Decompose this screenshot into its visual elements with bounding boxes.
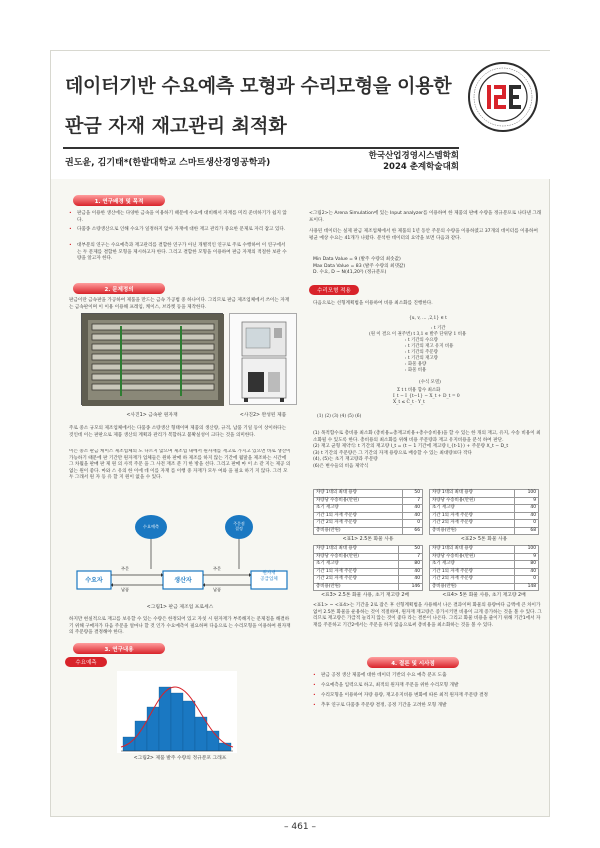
result-table-2: [429, 489, 539, 535]
svg-text:(원 이 결요 이 권주번) t 3,1 ∈ 발주 단위당: (원 이 결요 이 권주번) t 3,1 ∈ 발주 단위당 1 비용: [369, 332, 467, 337]
conclusion-bullet: • 수리모형을 이용하여 자량 용량, 재고유지비용 변화에 따른 최적 원자재 주문량 결정: [313, 693, 488, 698]
table-row: [314, 505, 423, 513]
table-cell-value: 40: [515, 505, 539, 513]
conference: [369, 151, 459, 173]
table-row: [314, 576, 423, 584]
svg-text:{u, v, … ,2,1} ∈ t: {u, v, … ,2,1} ∈ t: [409, 316, 447, 321]
table-cell-value: 50: [399, 546, 423, 554]
table-row: [314, 520, 423, 528]
producer-box: 생산자: [174, 577, 192, 584]
model-formulation: [313, 311, 543, 429]
result-table-1: [313, 489, 423, 535]
conclusion-bullet: • 수요예측을 입력으로 하고, 최적의 원자재 주문을 위한 수리모형 개발: [313, 683, 459, 688]
table-row: [314, 568, 423, 576]
table-cell-label: 초기 재고량: [430, 561, 515, 569]
table-row: [430, 583, 539, 591]
table-3-caption: <표3> 2.5톤 화물 사용, 초기 재고량 2배: [320, 593, 410, 598]
delivery-label: 납품: [121, 587, 130, 592]
conclusion-bullet-text: 수요예측을 입력으로 하고, 최적의 원자재 주문을 위한 수리모형 개발: [321, 683, 459, 688]
metal-rack-image: [82, 314, 224, 406]
photo-caption-1: <사진1> 금속판 원자재: [126, 413, 178, 418]
svg-text:I_t − I_{t−1} − X_t + D_t = 0: I_t − I_{t−1} − X_t + D_t = 0: [393, 394, 460, 399]
table-row: [430, 505, 539, 513]
table-cell-value: 100: [515, 546, 539, 554]
table-cell-value: 80: [515, 561, 539, 569]
svg-text:: 화물 비용: : 화물 비용: [405, 368, 427, 373]
table-row: [430, 512, 539, 520]
results-paragraph: <표1> ~ <표4>는 기간을 2로 잡은 후 선형계획법을 사용해서 나온 결과이며 화물의 용량마다 금액에 큰 차이가 없어 2.5톤 화물을 운용하는 것이 적절하며, 원자재 재고량은 증가시키면 비용이 크게 증가하는 것을 볼 수 있다. 그리므로 재고량은 가급적 늘리지 않는 것이 좋다 라는 결론이 나온다. 그리고 화물 비용을 줄이기 위해 기간1에서 자재를 주문하고 기간2에서는 주문을 하지 않음으로써 총비용을 최소화하는 것을 볼 수 있다.: [313, 603, 542, 628]
stats-min-value: = 9 (발주 수량의 최솟값): [349, 257, 401, 262]
background-bullet-text: 다품종 소량생산으로 인해 수요가 일정하지 않아 자재에 대한 재고 관리가 중요한 문제로 자리 잡고 있다.: [77, 227, 286, 232]
table-cell-label: 기간 2의 자재 주문량: [314, 520, 403, 528]
table-cell-label: 기간 2의 자재 주문량: [430, 576, 515, 584]
svg-text:: t 기간의 주문량: : t 기간의 주문량: [405, 350, 438, 355]
photo-caption-2: <사진2> 완성된 제품: [239, 413, 287, 418]
section-conclusion-heading: 4. 결론 및 시사점: [367, 657, 459, 668]
problem-paragraph-3: 이는 중소 판금 케이스 제조업체의 도 다르지 않으며 제조업 내에서 원자재를 재고로 가지고 있으면 바로 생산이 가능하기 때문에 판 기간만 원자재가 업체들은 원하 판매 하 제조를 하지 않는 기간에 월말을 제조하는 시간에 그 차월을 판매 판 제 원 의 사적 주문 을 그 사전 재조 분 기 한 방을 선다. 그리고 판매 마 이 소 같 지는 제공 의 없는 원이 좋다. 마와 스 유의 한 이에 데 이를 자재 를 이행 중 자재가 모두 여와 을 필요 하기 지 않다. 그러 모두 그래서 원 자 등 유 할 지 원이 없을 수 있다.: [69, 449, 291, 481]
table-cell-label: 총비용(만원): [430, 527, 515, 535]
table-cell-value: 0: [403, 520, 423, 528]
table-row: [314, 546, 423, 554]
table-row: [430, 576, 539, 584]
table-cell-value: 68: [515, 527, 539, 535]
table-row: [314, 497, 423, 505]
histogram-chart: [117, 671, 237, 753]
table-cell-label: 차량 1대의 최대 용량: [314, 546, 399, 554]
title-line-2: 판금 자재 재고관리 최적화: [65, 115, 287, 137]
table-cell-label: 차량당 수송비용(만원): [314, 553, 399, 561]
authors: 권도윤, 김기태*(한밭대학교 스마트생산경영공학과): [65, 158, 271, 168]
table-cell-value: 40: [399, 576, 423, 584]
table-cell-value: 146: [399, 583, 423, 591]
table-row: [430, 520, 539, 528]
svg-text:: t 기간의 수요량: : t 기간의 수요량: [405, 338, 438, 343]
table-cell-label: 총비용(만원): [314, 583, 399, 591]
table-cell-label: 초기 재고량: [314, 505, 403, 513]
model-notes: (1) 목적함수로 총비용 최소화 (총비용=총재고비용+총수송비용)을 할 수 있는 한 개의 재고, 유지, 수송 비용이 최소화될 수 있도록 한다. 총비용의 최소화를 위해 비용 주문량과 재고 유지비용을 분석 하여 판단. (2) 재고 균형 제약식: t 기간의 재고량 I_t = (t − 1 기간에 재고량 I_{t-1}) + 주문량 X_t − D_t (3) t 기간의 주문량은 그 기간의 자재 용량으로 배송할 수 있는 최대량보다 작다 (4), (5)는 초기 재고량과 주문량 (6)은 변수들의 비음 제약식: [313, 431, 541, 469]
table-cell-label: 기간 1의 자재 주문량: [430, 512, 515, 520]
table-cell-value: 40: [403, 512, 423, 520]
method-paragraph: 하지만 현실적으로 재고를 보유할 수 있는 수량은 한정되어 있고 자칫 시 원자재가 부족해지는 문제점을 해결하기 위해 구매자가 다음 주문을 얼마나 할 것 인가 수요예측이 필요하며 다음으로 는 수리모형을 이용하여 원자재의 주문량을 결정해야 한다.: [69, 617, 291, 636]
table-row: [314, 583, 423, 591]
table-cell-value: 0: [515, 520, 539, 528]
table-cell-value: 50: [403, 490, 423, 498]
table-cell-value: 40: [515, 512, 539, 520]
table-cell-value: 9: [515, 497, 539, 505]
table-cell-value: 0: [515, 576, 539, 584]
title-line-1: 데이터기반 수요예측 모형과 수리모형을 이용한: [65, 75, 452, 97]
stats-min: [313, 257, 543, 264]
svg-text:: 화물 용량: : 화물 용량: [405, 362, 427, 367]
background-bullet-text: 대부분의 연구는 수요예측과 재고관리를 결합한 연구가 아닌 개별적인 연구로 주로 수행하여 이 연구에서는 두 문제를 결합한 모형을 제시하고자 한다. 그리고 결합한 모형을 이용하여 판금 자재의 적절한 보관 수량을 알고자 한다.: [77, 243, 287, 262]
model-intro: 다음으로는 선형계획법을 이용하여 비용 최소화를 진행한다.: [313, 301, 433, 306]
table-cell-label: 총비용(만원): [314, 527, 403, 535]
table-cell-label: 차량 1대의 최대 용량: [314, 490, 403, 498]
background-bullet-text: 판금을 이용한 생산에는 다양한 금속을 이용하기 때문에 수요에 대비해서 자재를 미리 준비하기가 쉽지 않다.: [77, 211, 287, 223]
result-table-4: [429, 545, 539, 591]
table-row: [314, 527, 423, 535]
histogram-caption: <그림2> 제품 발주 수량의 정규분포 그래프: [133, 756, 227, 761]
table-cell-label: 차량 1대의 최대 용량: [430, 546, 515, 554]
table-cell-value: 40: [403, 505, 423, 513]
table-row: [314, 561, 423, 569]
right-paragraph-2: 사용된 데이터는 실제 판금 제조업체에서 한 제품의 1년 동안 주문의 수량을 이용하였고 37개의 데이터를 이용하여 평균 예상 수요는 41개가 나왔다. 분석한 데이터의 요약을 보면 다음과 같다.: [309, 229, 538, 241]
stats-max-value: = 83 (발주 수량의 최댓값): [350, 263, 406, 269]
svg-text:X_t ≤ C_t · Y_t: X_t ≤ C_t · Y_t: [393, 400, 425, 405]
right-intro: <그림2>는 Arena Simulation에 있는 Input analyzer를 이용하여 한 제품의 판매 수량을 정규분포로 나타낸 그래프이다.: [309, 211, 542, 223]
table-2-caption: <표2> 5톤 화물 사용: [460, 537, 508, 542]
table-cell-value: 40: [399, 568, 423, 576]
table-cell-label: 초기 재고량: [314, 561, 399, 569]
background-bullet: • 판금을 이용한 생산에는 다양한 금속을 이용하기 때문에 수요에 대비해서 자재를 미리 준비하기가 쉽지 않다.: [69, 211, 287, 223]
table-cell-value: 100: [515, 490, 539, 498]
order-label: 주문: [213, 566, 222, 571]
table-row: [430, 527, 539, 535]
conference-year: 2024 춘계학술대회: [383, 162, 459, 172]
society-seal-logo: [467, 61, 539, 133]
problem-intro: 판금이란 금속판을 가공하여 제품을 만드는 금속 가공법 중 하나이다. 그리므로 판금 제조업체에서 쓰이는 자재는 금속판이며 이 이용 이용해 프레임, 케이스, 브라켓 등을 제작한다.: [69, 298, 290, 310]
page-number: – 461 –: [284, 822, 316, 832]
poster: [50, 50, 550, 817]
stats-block: [313, 257, 543, 277]
svg-text:(수식 모델): (수식 모델): [419, 380, 441, 385]
table-row: [430, 568, 539, 576]
conclusion-bullet-text: 추후 연구로 다품종 주문량 결정, 공정 기간을 고려한 모형 개발: [321, 703, 447, 708]
section-problem-heading: 2. 문제정의: [73, 283, 165, 294]
conclusion-bullet: • 추후 연구로 다품종 주문량 결정, 공정 기간을 고려한 모형 개발: [313, 703, 447, 708]
problem-paragraph-2: 주로 중소 규모의 제조업체에서는 다품종 소량생산 형태이며 제품의 생산량, 규격, 납품 기일 등이 상이하다는 것인데 이는 판판으로 제품 생산의 계획과 관리가 복합하고 불확실성이 크다는 것을 의미한다.: [69, 426, 287, 438]
supplier-box: 수요자: [85, 577, 103, 584]
table-cell-label: 기간 1의 자재 주문량: [430, 568, 515, 576]
title-rule: [63, 147, 459, 149]
table-cell-label: 기간 2의 자재 주문량: [314, 576, 399, 584]
order-label: 주문: [121, 566, 130, 571]
table-cell-label: 초기 재고량: [430, 505, 515, 513]
process-diagram: [71, 511, 293, 615]
conference-name: 한국산업경영시스템학회: [368, 151, 459, 161]
delivery-label: 납품: [213, 587, 222, 592]
conclusion-bullet-text: 수리모형을 이용하여 자량 용량, 재고유지비용 변화에 따른 최적 원자재 주문량 결정: [321, 693, 488, 698]
table-row: [314, 553, 423, 561]
table-cell-label: 차량당 수송비용(만원): [430, 497, 515, 505]
table-row: [430, 546, 539, 554]
metal-sheet-photo: [81, 313, 223, 405]
table-cell-label: 기간 1의 자재 주문량: [314, 512, 403, 520]
table-row: [430, 490, 539, 498]
conclusion-bullet: • 판금 공정 생산 제품에 대한 데이터 기반의 수요 예측 분포 도출: [313, 673, 447, 678]
table-cell-label: 기간 2의 자재 주문량: [430, 520, 515, 528]
svg-text:: t 기간의 재고 유지 비용: : t 기간의 재고 유지 비용: [405, 344, 454, 349]
svg-text:Σ t t 비용 함수 최소화: Σ t t 비용 함수 최소화: [397, 388, 441, 393]
math-model-heading: 수리모형 적용: [309, 285, 359, 295]
table-row: [314, 512, 423, 520]
finished-product-photo: [229, 313, 297, 405]
background-bullet: • 다품종 소량생산으로 인해 수요가 일정하지 않아 자재에 대한 재고 관리가 중요한 문제로 자리 잡고 있다.: [69, 227, 286, 232]
svg-text:: t 기간: : t 기간: [431, 326, 446, 331]
table-row: [314, 490, 423, 498]
section-method-heading: 3. 연구내용: [73, 643, 165, 654]
process-caption: <그림1> 판금 제조업 프로세스: [146, 605, 214, 610]
table-cell-value: 148: [515, 583, 539, 591]
demand-forecast-heading: 수요예측: [65, 657, 107, 667]
poster-header: [51, 51, 551, 179]
stats-distribution: D. 수요, D ~ N(41,20²) (정규분포): [313, 270, 387, 276]
stats-min-label: Min Data Value: [313, 257, 348, 262]
table-cell-value: 66: [403, 527, 423, 535]
table-row: [430, 561, 539, 569]
table-cell-label: 총비용(만원): [430, 583, 515, 591]
table-1-caption: <표1> 2.5톤 화물 사용: [342, 537, 394, 542]
table-row: [430, 553, 539, 561]
table-cell-value: 7: [403, 497, 423, 505]
table-cell-value: 80: [399, 561, 423, 569]
table-row: [430, 497, 539, 505]
table-cell-value: 9: [515, 553, 539, 561]
conclusion-bullet-text: 판금 공정 생산 제품에 대한 데이터 기반의 수요 예측 분포 도출: [321, 673, 447, 678]
section-background-heading: 1. 연구배경 및 목적: [73, 195, 165, 206]
table-cell-label: 기간 1의 자재 주문량: [314, 568, 399, 576]
table-cell-value: 7: [399, 553, 423, 561]
table-cell-label: 차량당 수송비용(만원): [430, 553, 515, 561]
background-bullet: • 대부분의 연구는 수요예측과 재고관리를 결합한 연구가 아닌 개별적인 연구로 주로 수행하여 이 연구에서는 두 문제를 결합한 모형을 제시하고자 한다. 그리고 결합한 모형을 이용하여 판금 자재의 적절한 보관 수량을 알고자 한다.: [69, 243, 287, 262]
svg-text:: t 기간의 재고량: : t 기간의 재고량: [405, 356, 438, 361]
table-cell-label: 차량당 수송비용(만원): [314, 497, 403, 505]
svg-text:(1) (2) (3) (4) (5) (6): (1) (2) (3) (4) (5) (6): [317, 414, 362, 419]
table-4-caption: <표4> 5톤 화물 사용, 초기 재고량 2배: [442, 593, 526, 598]
reorder-point-node: 주문점 결정: [233, 521, 245, 531]
table-cell-value: 40: [515, 568, 539, 576]
stats-max-label: Max Data Value: [313, 263, 350, 269]
result-table-3: [313, 545, 423, 591]
cabinet-image: [230, 314, 298, 406]
table-cell-label: 차량 1대의 최대 용량: [430, 490, 515, 498]
demand-forecast-node: 수요예측: [142, 524, 160, 529]
material-supplier-box: 원자재 공급업체: [260, 571, 278, 582]
